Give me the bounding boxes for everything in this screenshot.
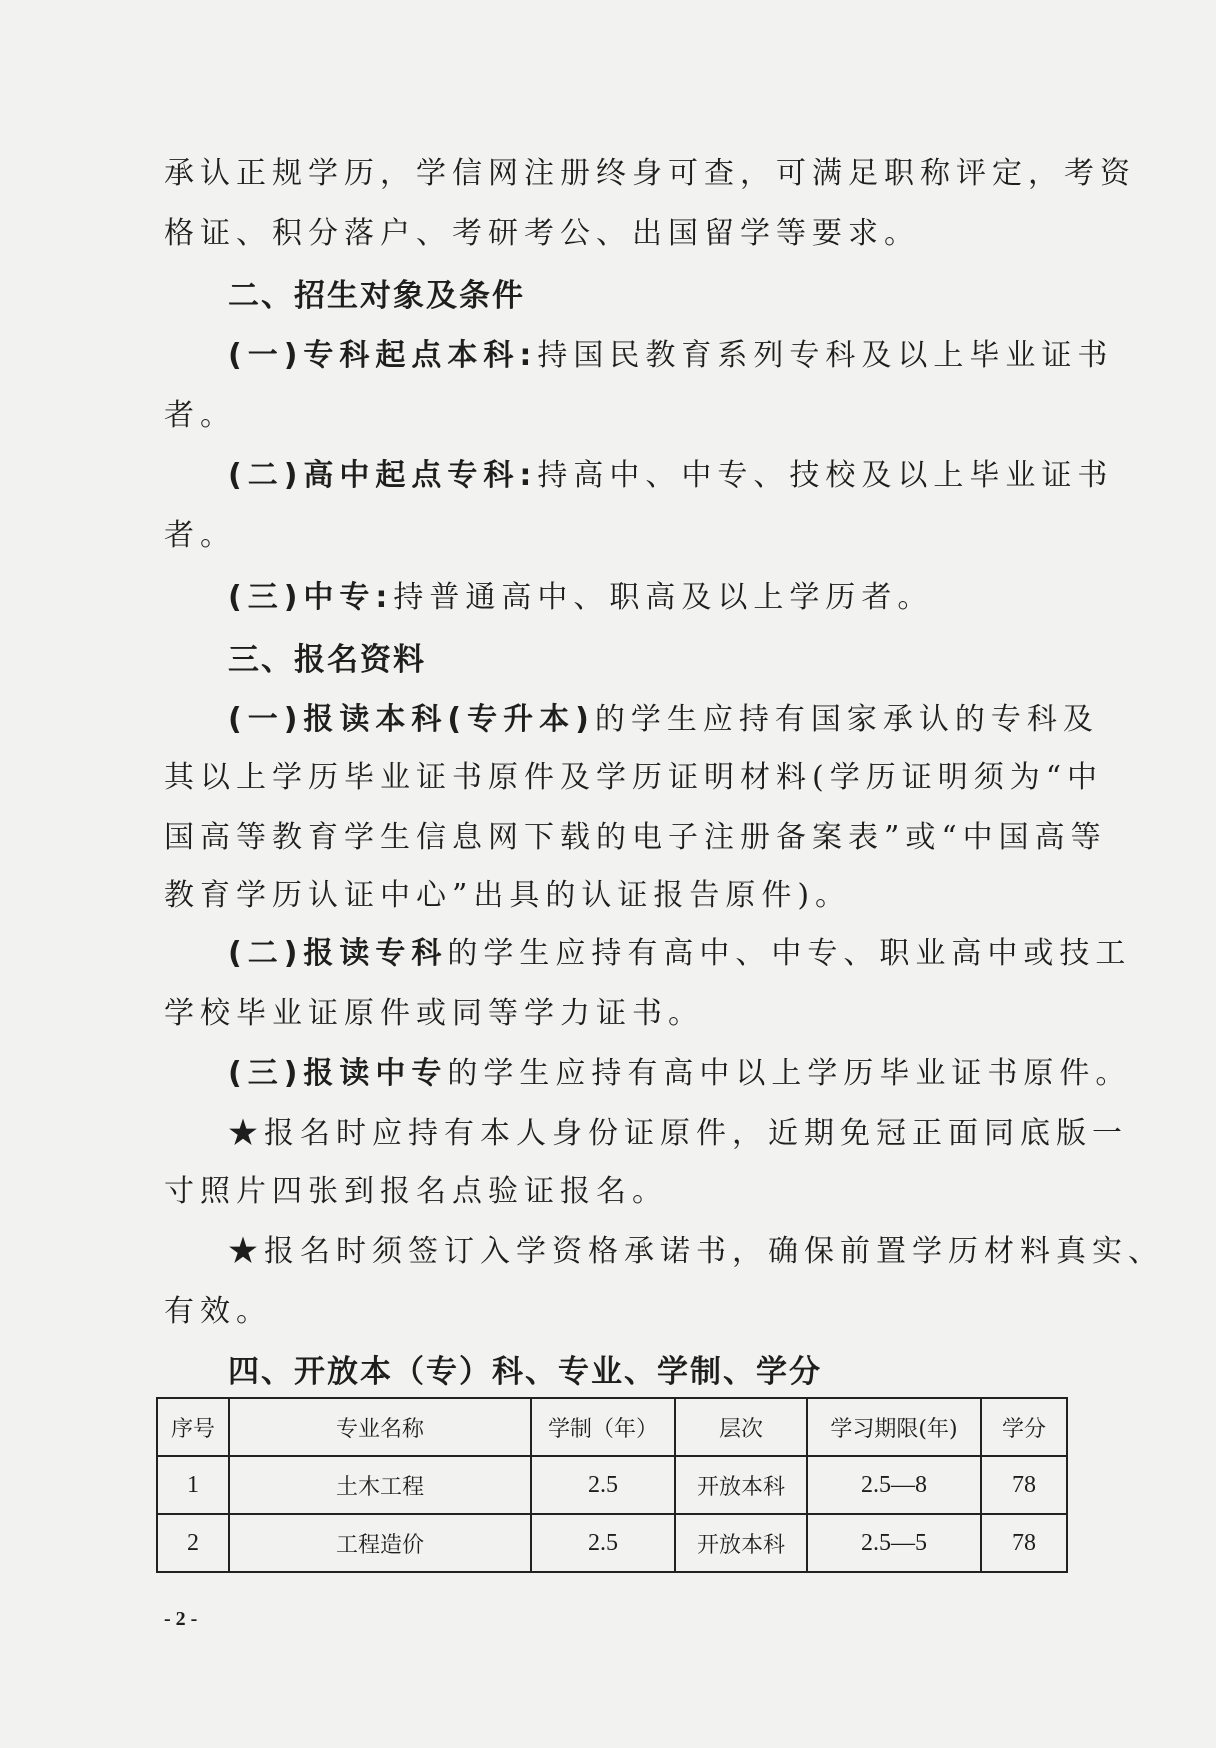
table-cell: 2.5 <box>531 1514 675 1572</box>
paragraph-line: 者。 <box>164 518 236 553</box>
section-heading: 四、开放本（专）科、专业、学制、学分 <box>228 1354 822 1390</box>
item-label: (一)专科起点本科: <box>228 338 538 373</box>
table-cell: 2.5—8 <box>807 1456 981 1514</box>
paragraph-line: 者。 <box>164 398 236 433</box>
table-header-row <box>157 1398 1067 1456</box>
paragraph-line: 国高等教育学生信息网下载的电子注册备案表”或“中国高等 <box>164 820 1107 855</box>
table-cell: 2 <box>157 1514 229 1572</box>
table-header: 专业名称 <box>229 1398 531 1456</box>
item-text: 持普通高中、职高及以上学历者。 <box>393 580 934 615</box>
paragraph-line: 教育学历认证中心”出具的认证报告原件)。 <box>164 878 852 913</box>
item-label: (三)中专: <box>228 580 394 615</box>
table-header: 学制（年） <box>531 1398 675 1456</box>
item-text: 的学生应持有高中、中专、职业高中或技工 <box>447 936 1132 971</box>
paragraph-line <box>228 456 1128 496</box>
paragraph-line <box>228 336 1128 376</box>
paragraph-line <box>228 700 1128 740</box>
item-label: (一)报读本科(专升本) <box>228 702 595 737</box>
program-table <box>156 1397 1068 1573</box>
table-cell: 工程造价 <box>229 1514 531 1572</box>
page-number: - 2 - <box>164 1608 198 1630</box>
table-row <box>157 1514 1067 1572</box>
item-label: (三)报读中专 <box>228 1056 448 1091</box>
table-header: 序号 <box>157 1398 229 1456</box>
table-cell: 78 <box>981 1456 1067 1514</box>
table-header: 学习期限(年) <box>807 1398 981 1456</box>
section-heading: 三、报名资料 <box>228 642 426 678</box>
item-label: (二)报读专科 <box>228 936 448 971</box>
table-cell: 2.5 <box>531 1456 675 1514</box>
table-cell: 1 <box>157 1456 229 1514</box>
section-heading: 二、招生对象及条件 <box>228 278 525 314</box>
item-text: 的学生应持有国家承认的专科及 <box>594 702 1099 737</box>
item-text: 持高中、中专、技校及以上毕业证书 <box>537 458 1114 493</box>
table-cell: 78 <box>981 1514 1067 1572</box>
table-header: 层次 <box>675 1398 807 1456</box>
paragraph-line: ★报名时须签订入学资格承诺书，确保前置学历材料真实、 <box>228 1234 1164 1269</box>
paragraph-line <box>228 934 1132 974</box>
paragraph-line: 承认正规学历，学信网注册终身可查，可满足职称评定，考资 <box>164 156 1136 191</box>
paragraph-line: 格证、积分落户、考研考公、出国留学等要求。 <box>164 216 920 251</box>
table-cell: 2.5—5 <box>807 1514 981 1572</box>
paragraph-line <box>228 578 1128 618</box>
paragraph-line: 其以上学历毕业证书原件及学历证明材料(学历证明须为“中 <box>164 760 1104 795</box>
table-cell: 土木工程 <box>229 1456 531 1514</box>
table-header: 学分 <box>981 1398 1067 1456</box>
paragraph-line: 学校毕业证原件或同等学力证书。 <box>164 996 704 1031</box>
item-text: 持国民教育系列专科及以上毕业证书 <box>537 338 1114 373</box>
item-label: (二)高中起点专科: <box>228 458 538 493</box>
paragraph-line: ★报名时应持有本人身份证原件，近期免冠正面同底版一 <box>228 1116 1128 1151</box>
paragraph-line: 有效。 <box>164 1294 272 1329</box>
table-cell: 开放本科 <box>675 1456 807 1514</box>
table-cell: 开放本科 <box>675 1514 807 1572</box>
paragraph-line: 寸照片四张到报名点验证报名。 <box>164 1174 668 1209</box>
item-text: 的学生应持有高中以上学历毕业证书原件。 <box>447 1056 1132 1091</box>
paragraph-line <box>228 1054 1132 1094</box>
table-row <box>157 1456 1067 1514</box>
